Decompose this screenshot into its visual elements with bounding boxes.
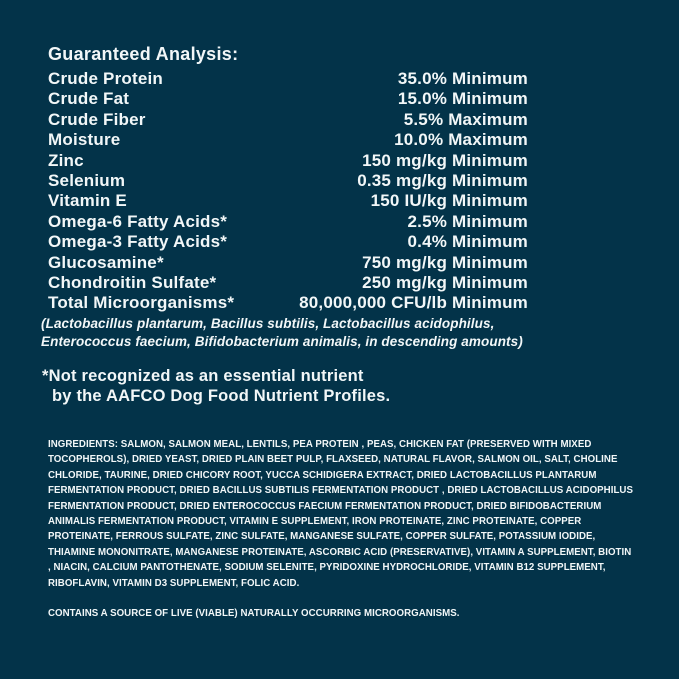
nutrient-name: Moisture [48,130,121,150]
contains-statement: CONTAINS A SOURCE OF LIVE (VIABLE) NATURALLY OCCURRING MICROORGANISMS. [48,607,460,619]
nutrient-name: Crude Protein [48,69,164,88]
analysis-row [48,273,528,293]
nutrient-name: Omega-3 Fatty Acids* [48,232,228,252]
analysis-row [48,171,528,191]
analysis-row [48,212,528,232]
nutrient-value: 15.0% Minimum [397,89,528,109]
microorganisms-species-note-line-1: (Lactobacillus plantarum, Bacillus subtilis, Lactobacillus acidophilus, [41,315,495,331]
nutrient-name: Selenium [48,171,126,191]
nutrient-name: Total Microorganisms* [48,293,235,313]
nutrient-value: 10.0% Maximum [394,130,528,150]
nutrient-value: 35.0% Minimum [397,69,528,88]
nutrient-value: 5.5% Maximum [403,109,528,129]
analysis-row [48,232,528,252]
aafco-footnote-line-1: *Not recognized as an essential nutrient [42,366,364,385]
nutrient-name: Omega-6 Fatty Acids* [48,211,228,231]
analysis-row [48,130,528,150]
nutrient-name: Crude Fiber [48,109,146,129]
analysis-row [48,89,528,109]
guaranteed-analysis-table [48,69,528,314]
ingredients-label: INGREDIENTS: [48,438,119,450]
analysis-row [48,151,528,171]
nutrient-name: Zinc [48,150,84,170]
ingredients-list-text: SALMON, SALMON MEAL, LENTILS, PEA PROTEIN , PEAS, CHICKEN FAT (PRESERVED WITH MIXED TOCOPHEROLS), DRIED YEAST, DRIED PLAIN BEET PULP, FLAXSEED, NATURAL FLAVOR, SALMON OIL, SALT, CHOLINE CHLORIDE, TAURINE, DRIED CHICORY ROOT, YUCCA SCHIDIGERA EXTRACT, DRIED LACTOBACILLUS PLANTARUM FERMENTATION PRODUCT, DRIED BACILLUS SUBTILIS FERMENTATION PRODUCT , DRIED LACTOBACILLUS ACIDOPHILUS FERMENTATION PRODUCT, DRIED ENTEROCOCCUS FAECIUM FERMENTATION PRODUCT, DRIED BIFIDOBACTERIUM ANIMALIS FERMENTATION PRODUCT, VITAMIN E SUPPLEMENT, IRON PROTEINATE, ZINC PROTEINATE, COPPER PROTEINATE, FERROUS SULFATE, ZINC SULFATE, MANGANESE SULFATE, COPPER SULFATE, POTASSIUM IODIDE, THIAMINE MONONITRATE, MANGANESE PROTEINATE, ASCORBIC ACID (PRESERVATIVE), VITAMIN A SUPPLEMENT, BIOTIN , NIACIN, CALCIUM PANTOTHENATE, SODIUM SELENITE, PYRIDOXINE HYDROCHLORIDE, VITAMIN B12 SUPPLEMENT, RIBOFLAVIN, VITAMIN D3 SUPPLEMENT, FOLIC ACID. [48,438,633,589]
nutrient-name: Glucosamine* [48,252,164,272]
nutrient-value: 750 mg/kg Minimum [362,252,528,272]
microorganisms-species-note [41,315,679,352]
microorganisms-species-note-line-2: Enterococcus faecium, Bifidobacterium animalis, in descending amounts) [41,334,523,350]
nutrient-value: 80,000,000 CFU/lb Minimum [299,293,528,313]
nutrient-value: 0.35 mg/kg Minimum [357,171,528,191]
analysis-row [48,69,528,89]
aafco-footnote [42,366,679,407]
analysis-row [48,253,528,273]
nutrient-name: Vitamin E [48,191,127,211]
nutrient-value: 150 mg/kg Minimum [362,150,528,170]
nutrient-value: 250 mg/kg Minimum [362,273,528,293]
nutrient-value: 2.5% Minimum [407,211,528,231]
nutrient-value: 150 IU/kg Minimum [370,191,528,211]
nutrient-name: Chondroitin Sulfate* [48,273,217,293]
aafco-footnote-line-2: by the AAFCO Dog Food Nutrient Profiles. [52,387,391,406]
guaranteed-analysis-title: Guaranteed Analysis: [48,44,239,64]
analysis-row [48,191,528,211]
nutrient-value: 0.4% Minimum [407,232,528,252]
analysis-row [48,110,528,130]
analysis-row [48,293,528,313]
nutrient-name: Crude Fat [48,89,130,109]
ingredients-section [48,437,636,621]
ingredients-paragraph [48,437,636,591]
